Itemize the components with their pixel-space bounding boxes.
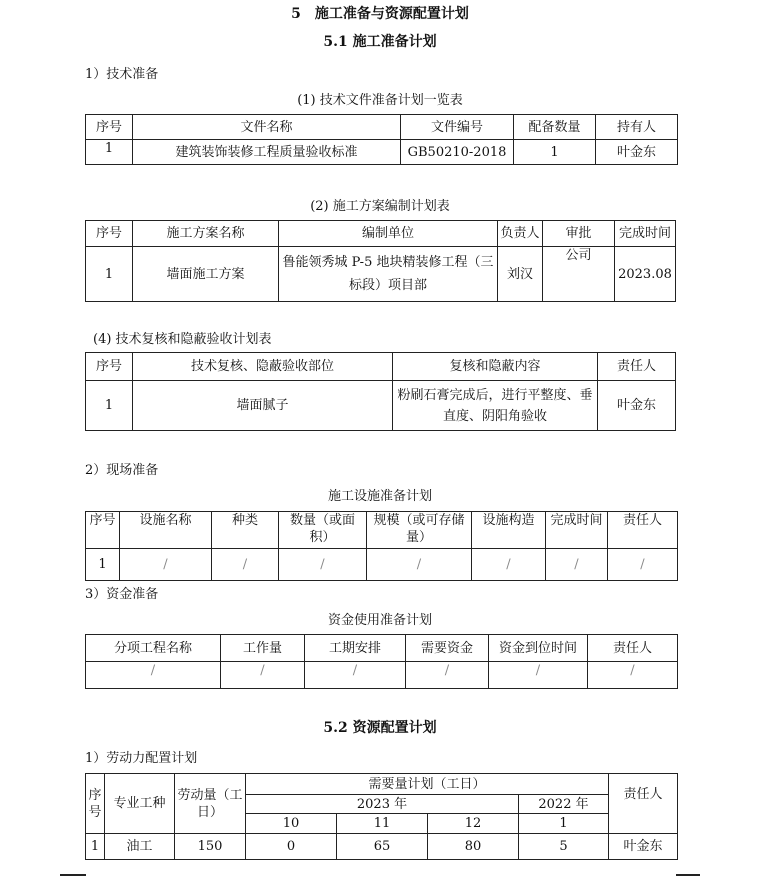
cell: /: [588, 662, 678, 689]
header-cell: 序号: [86, 221, 133, 247]
review-acceptance-table: [85, 352, 676, 431]
table-header-row: [86, 115, 678, 140]
labor-plan-heading: 1）劳动力配置计划: [85, 751, 198, 766]
footer-rule-right: [676, 874, 700, 876]
header-cell: 配备数量: [514, 115, 596, 140]
fund-prep-heading: 3）资金准备: [85, 587, 159, 602]
chapter-title: 5 施工准备与资源配置计划: [291, 6, 469, 22]
header-cell: 设施构造: [472, 512, 546, 549]
cell: 1: [86, 247, 133, 302]
header-cell: 文件编号: [401, 115, 514, 140]
cell: /: [489, 662, 588, 689]
cell: 叶金东: [596, 140, 678, 165]
tech-docs-table: [85, 114, 678, 165]
header-cell: 数量（或面积）: [279, 512, 367, 549]
table-header-row: [86, 221, 676, 247]
cell: /: [221, 662, 305, 689]
header-cell: 责任人: [609, 774, 678, 834]
header-cell: 序号: [86, 774, 105, 834]
cell: /: [86, 662, 221, 689]
header-cell: 2023 年: [246, 795, 519, 814]
cell: 1: [86, 834, 105, 860]
cell: 1: [86, 140, 133, 165]
cell: 5: [519, 834, 609, 860]
cell: 1: [514, 140, 596, 165]
cell: 墙面腻子: [133, 381, 393, 431]
table6-caption: 资金使用准备计划: [327, 613, 432, 628]
header-cell: 需要量计划（工日）: [246, 774, 609, 795]
facility-plan-table: [85, 511, 678, 581]
header-cell: 劳动量（工日）: [175, 774, 246, 834]
cell: 1: [86, 381, 133, 431]
cell: 鲁能领秀城 P-5 地块精装修工程（三标段）项目部: [279, 247, 498, 302]
table2-caption: (2) 施工方案编制计划表: [310, 199, 450, 214]
header-cell: 技术复核、隐蔽验收部位: [133, 353, 393, 381]
cell: /: [472, 549, 546, 581]
table-row: [86, 834, 678, 860]
header-cell: 序号: [86, 353, 133, 381]
header-cell: 资金到位时间: [489, 635, 588, 662]
cell: 叶金东: [598, 381, 676, 431]
section-title-5-2: 5.2 资源配置计划: [323, 720, 437, 736]
table-header-row: [86, 635, 678, 662]
header-cell: 责任人: [588, 635, 678, 662]
table5-caption: 施工设施准备计划: [327, 489, 432, 504]
construction-plan-table: [85, 220, 676, 302]
header-cell: 持有人: [596, 115, 678, 140]
table1-caption: (1) 技术文件准备计划一览表: [297, 93, 463, 108]
table-row: [86, 381, 676, 431]
cell: GB50210-2018: [401, 140, 514, 165]
header-cell: 施工方案名称: [133, 221, 279, 247]
cell: /: [212, 549, 279, 581]
cell: 刘汉: [498, 247, 543, 302]
header-cell: 设施名称: [120, 512, 212, 549]
labor-plan-table: [85, 773, 678, 860]
header-cell: 序号: [86, 512, 120, 549]
cell: /: [305, 662, 406, 689]
cell: /: [546, 549, 608, 581]
cell: 80: [428, 834, 519, 860]
cell: 建筑装饰装修工程质量验收标准: [133, 140, 401, 165]
cell: /: [367, 549, 472, 581]
header-cell: 规模（或可存储量）: [367, 512, 472, 549]
header-cell: 11: [337, 814, 428, 834]
table-row: [86, 549, 678, 581]
header-cell: 复核和隐蔽内容: [393, 353, 598, 381]
header-cell: 编制单位: [279, 221, 498, 247]
header-cell: 工期安排: [305, 635, 406, 662]
cell: 粉刷石膏完成后，进行平整度、垂直度、阴阳角验收: [393, 381, 598, 431]
header-cell: 责任人: [608, 512, 678, 549]
cell: 150: [175, 834, 246, 860]
header-cell: 完成时间: [615, 221, 676, 247]
table-row: [86, 247, 676, 302]
table4-caption: (4) 技术复核和隐蔽验收计划表: [93, 332, 272, 347]
cell: 2023.08: [615, 247, 676, 302]
cell: 公司: [543, 247, 615, 302]
tech-prep-heading: 1）技术准备: [85, 67, 159, 82]
header-cell: 审批: [543, 221, 615, 247]
cell: /: [406, 662, 489, 689]
cell: 0: [246, 834, 337, 860]
header-cell: 12: [428, 814, 519, 834]
cell: 1: [86, 549, 120, 581]
header-cell: 工作量: [221, 635, 305, 662]
footer-rule-left: [60, 874, 86, 876]
table-header-row: [86, 774, 678, 795]
header-cell: 10: [246, 814, 337, 834]
table-header-row: [86, 353, 676, 381]
cell: 叶金东: [609, 834, 678, 860]
header-cell: 种类: [212, 512, 279, 549]
cell: /: [120, 549, 212, 581]
cell: 65: [337, 834, 428, 860]
table-row: [86, 662, 678, 689]
table-row: [86, 140, 678, 165]
header-cell: 责任人: [598, 353, 676, 381]
cell: /: [279, 549, 367, 581]
site-prep-heading: 2）现场准备: [85, 463, 159, 478]
header-cell: 2022 年: [519, 795, 609, 814]
header-cell: 负责人: [498, 221, 543, 247]
fund-plan-table: [85, 634, 678, 689]
header-cell: 需要资金: [406, 635, 489, 662]
cell: 墙面施工方案: [133, 247, 279, 302]
header-cell: 1: [519, 814, 609, 834]
section-title-5-1: 5.1 施工准备计划: [323, 34, 437, 50]
header-cell: 完成时间: [546, 512, 608, 549]
cell: /: [608, 549, 678, 581]
cell: 油工: [105, 834, 175, 860]
table-header-row: [86, 512, 678, 549]
header-cell: 分项工程名称: [86, 635, 221, 662]
header-cell: 专业工种: [105, 774, 175, 834]
header-cell: 文件名称: [133, 115, 401, 140]
header-cell: 序号: [86, 115, 133, 140]
